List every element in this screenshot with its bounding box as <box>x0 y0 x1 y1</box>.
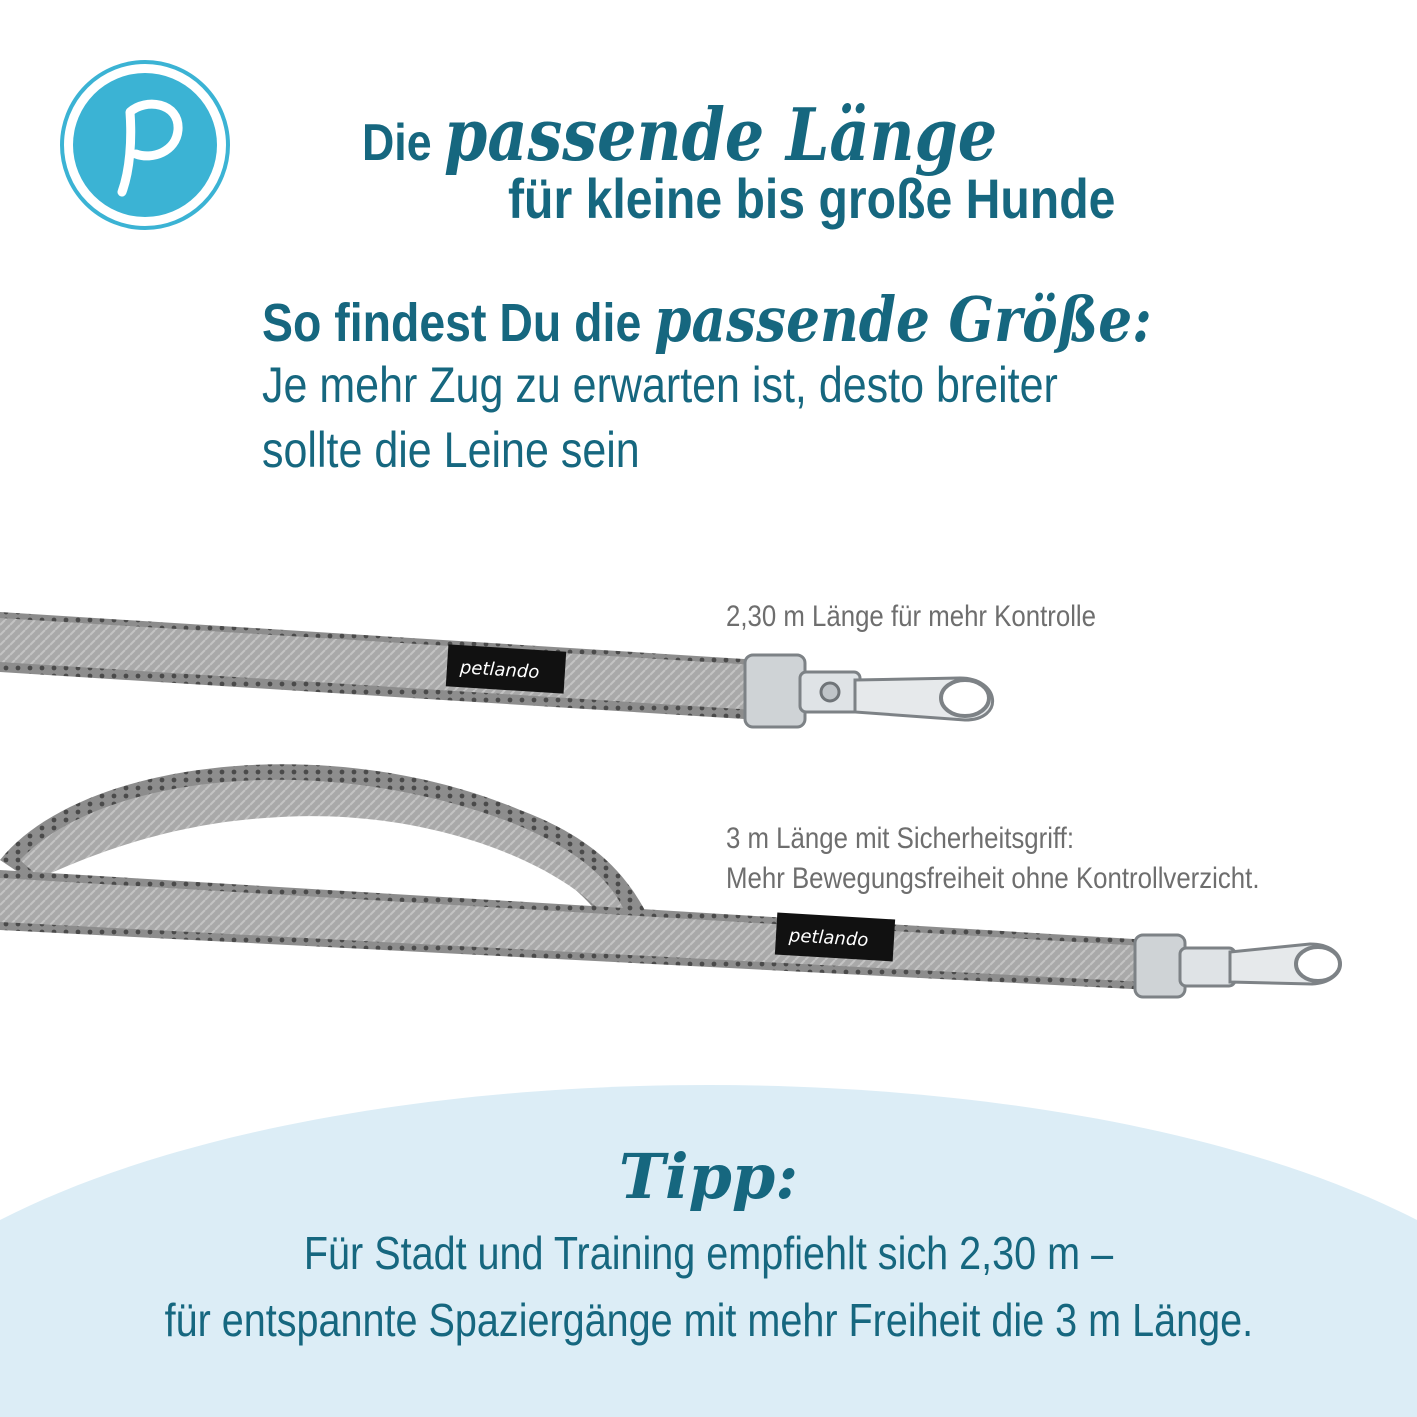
leash-illustration <box>0 560 1417 1040</box>
brand-label-long: petlando <box>788 925 869 951</box>
page-subtitle: für kleine bis große Hunde <box>508 167 1116 230</box>
size-heading-accent: passende Größe: <box>654 283 1152 356</box>
caption-short-leash: 2,30 m Länge für mehr Kontrolle <box>726 600 1097 633</box>
page-title <box>362 92 997 177</box>
tip-line-2 <box>0 1293 1417 1347</box>
intro-text-line-1: Je mehr Zug zu erwarten ist, desto breiter <box>262 357 1058 413</box>
title-accent: passende Länge <box>444 92 998 177</box>
size-heading-prefix: So findest Du die <box>262 293 642 353</box>
title-prefix: Die <box>362 114 432 172</box>
size-heading <box>262 283 1152 356</box>
tip-line-2-text: für entspannte Spaziergänge mit mehr Freiheit die 3 m Länge. <box>164 1294 1253 1346</box>
brand-label-short: petlando <box>459 657 540 684</box>
caption-long-leash-line-2: Mehr Bewegungsfreiheit ohne Kontrollverzicht. <box>726 862 1260 895</box>
tip-heading: Tipp: <box>618 1140 799 1213</box>
brand-logo-icon <box>60 60 230 230</box>
tip-line-1 <box>0 1226 1417 1280</box>
intro-text-line-2: sollte die Leine sein <box>262 422 640 478</box>
tip-line-1-text: Für Stadt und Training empfiehlt sich 2,30 m – <box>303 1227 1114 1279</box>
caption-long-leash-line-1: 3 m Länge mit Sicherheitsgriff: <box>726 822 1074 855</box>
